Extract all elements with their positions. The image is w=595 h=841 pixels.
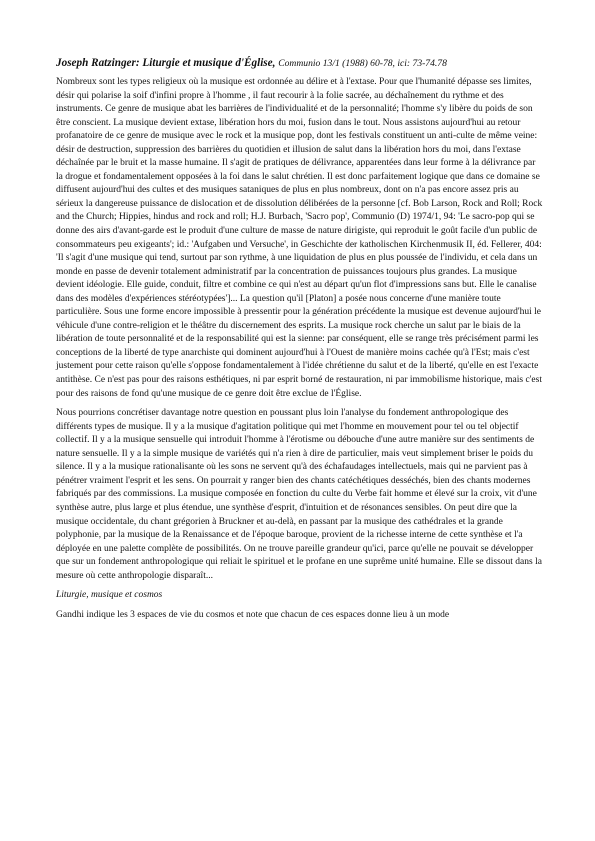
section-heading: Liturgie, musique et cosmos [56, 590, 163, 601]
document-page [56, 56, 544, 628]
document-citation: Communio 13/1 (1988) 60-78, ici: 73-74.78 [278, 58, 447, 69]
paragraph-2: Nous pourrions concrétiser davantage notre question en poussant plus loin l'analyse du fondement anthropologique des différents types de musique. Il y a la musique d'agitation politique qui met l'homme en mouvement pour tel ou tel objectif collectif. Il y a la musique sensuelle qui introduit l'homme à l'érotisme ou débouche d'une autre manière sur des sentiments de nature sensuelle. Il y a la simple musique de variétés qui n'a rien à dire de particulier, mais veut simplement briser le poids du silence. Il y a la musique rationalisante où les sons ne servent qu'à des échafaudages intellectuels, mais qui ne parvient pas à pénétrer vraiment l'esprit et les sens. On pourrait y ranger bien des chants catéchétiques desséchés, bien des chants modernes fabriqués par des commissions. La musique composée en fonction du culte du Verbe fait homme et élevé sur la croix, vit d'une synthèse autre, plus large et plus étendue, une synthèse d'esprit, d'intuition et de résonances sensibles. On peut dire que la musique occidentale, du chant grégorien à Bruckner et au-delà, en passant par la musique des cathédrales et la grande polyphonie, par la musique de la Renaissance et de l'époque baroque, provient de la richesse interne de cette synthèse et l'a déployée en une palette complète de possibilités. On ne trouve pareille grandeur qu'ici, parce qu'elle ne pouvait se développer que sur un fondement anthropologique qui reliait le spirituel et le profane en une suprême unité humaine. Elle se dissout dans la mesure où cette anthropologie disparaît... [56, 408, 542, 581]
paragraph-3: Gandhi indique les 3 espaces de vie du cosmos et note que chacun de ces espaces donne lieu à un mode [56, 609, 450, 620]
document-title: Joseph Ratzinger: Liturgie et musique d'Église, [56, 57, 276, 69]
paragraph-1: Nombreux sont les types religieux où la musique est ordonnée au délire et à l'extase. Pour que l'humanité dépasse ses limites, désir qui polarise la soif d'infini propre à l'homme , il faut recourir à la folie sacrée, au déchaînement du rythme et des instruments. Ce genre de musique abat les barrières de l'individualité et de la personnalité; l'homme s'y libère du poids de son être conscient. La musique devient extase, libération hors du moi, fusion dans le tout. Nous assistons aujourd'hui au retour profanatoire de ce genre de musique avec le rock et la musique pop, dont les festivals constituent un anti-culte de même veine: désir de destruction, suppression des barrières du quotidien et illusion de salut dans la libération hors du moi, dans l'extase déchaînée par le bruit et la masse humaine. Il s'agit de pratiques de délivrance, apparentées dans leur forme à la délivrance par la drogue et fondamentalement opposées à la foi dans le salut chrétien. Il est donc parfaitement logique que dans ce domaine se diffusent aujourd'hui des cultes et des musiques sataniques de plus en plus nombreux, dont on n'a pas encore assez pris au sérieux la dangereuse puissance de dislocation et de dissolution délibérées de la personne [cf. Bob Larson, Rock and Roll; Rock and the Church; Hippies, hindus and rock and roll; H.J. Burbach, 'Sacro pop', Communio (D) 1974/1, 94: 'Le sacro-pop qui se donne des airs d'avant-garde est le produit d'une culture de masse de nature dirigiste, qui reproduit le goût facile d'un public de consommateurs peu exigeants'; id.: 'Aufgaben und Versuche', in Geschichte der katholischen Kirchenmusik II, éd. Fellerer, 404: 'Il s'agit d'une musique qui tend, surtout par son rythme, à une liquidation de plus en plus poussée de l'individu, et cela dans un monde en passe de devenir totalement administratif par la concentration de puissances toujours plus grandes. La musique devient idéologie. Elle guide, conduit, filtre et combine ce qui n'est au départ qu'un flot d'impressions sans but. Elle le canalise dans des modèles d'expériences stéréotypées']... La question qu'il [Platon] a posée nous concerne d'une manière toute particulière. Sous une forme encore impossible à pressentir pour la génération précédente la musique est devenue aujourd'hui le véhicule d'une contre-religion et le théâtre du discernement des esprits. La musique rock cherche un salut par le biais de la libération de toute personnalité et de la responsabilité qui est la sienne: par conséquent, elle se range très précisément parmi les conceptions de la liberté de type anarchiste qui dominent aujourd'hui à l'Ouest de manière moins cachée qu'à l'Est; mais c'est justement pour cette raison qu'elle s'oppose fondamentalement à l'idée chrétienne du salut et de la liberté, qu'elle en est l'exacte antithèse. Ce n'est pas pour des raisons esthétiques, ni par esprit borné de restauration, ni par immobilisme historique, mais c'est pour des raisons de fond qu'une musique de ce genre doit être exclue de l'Église. [56, 77, 543, 399]
document-header [56, 56, 544, 71]
